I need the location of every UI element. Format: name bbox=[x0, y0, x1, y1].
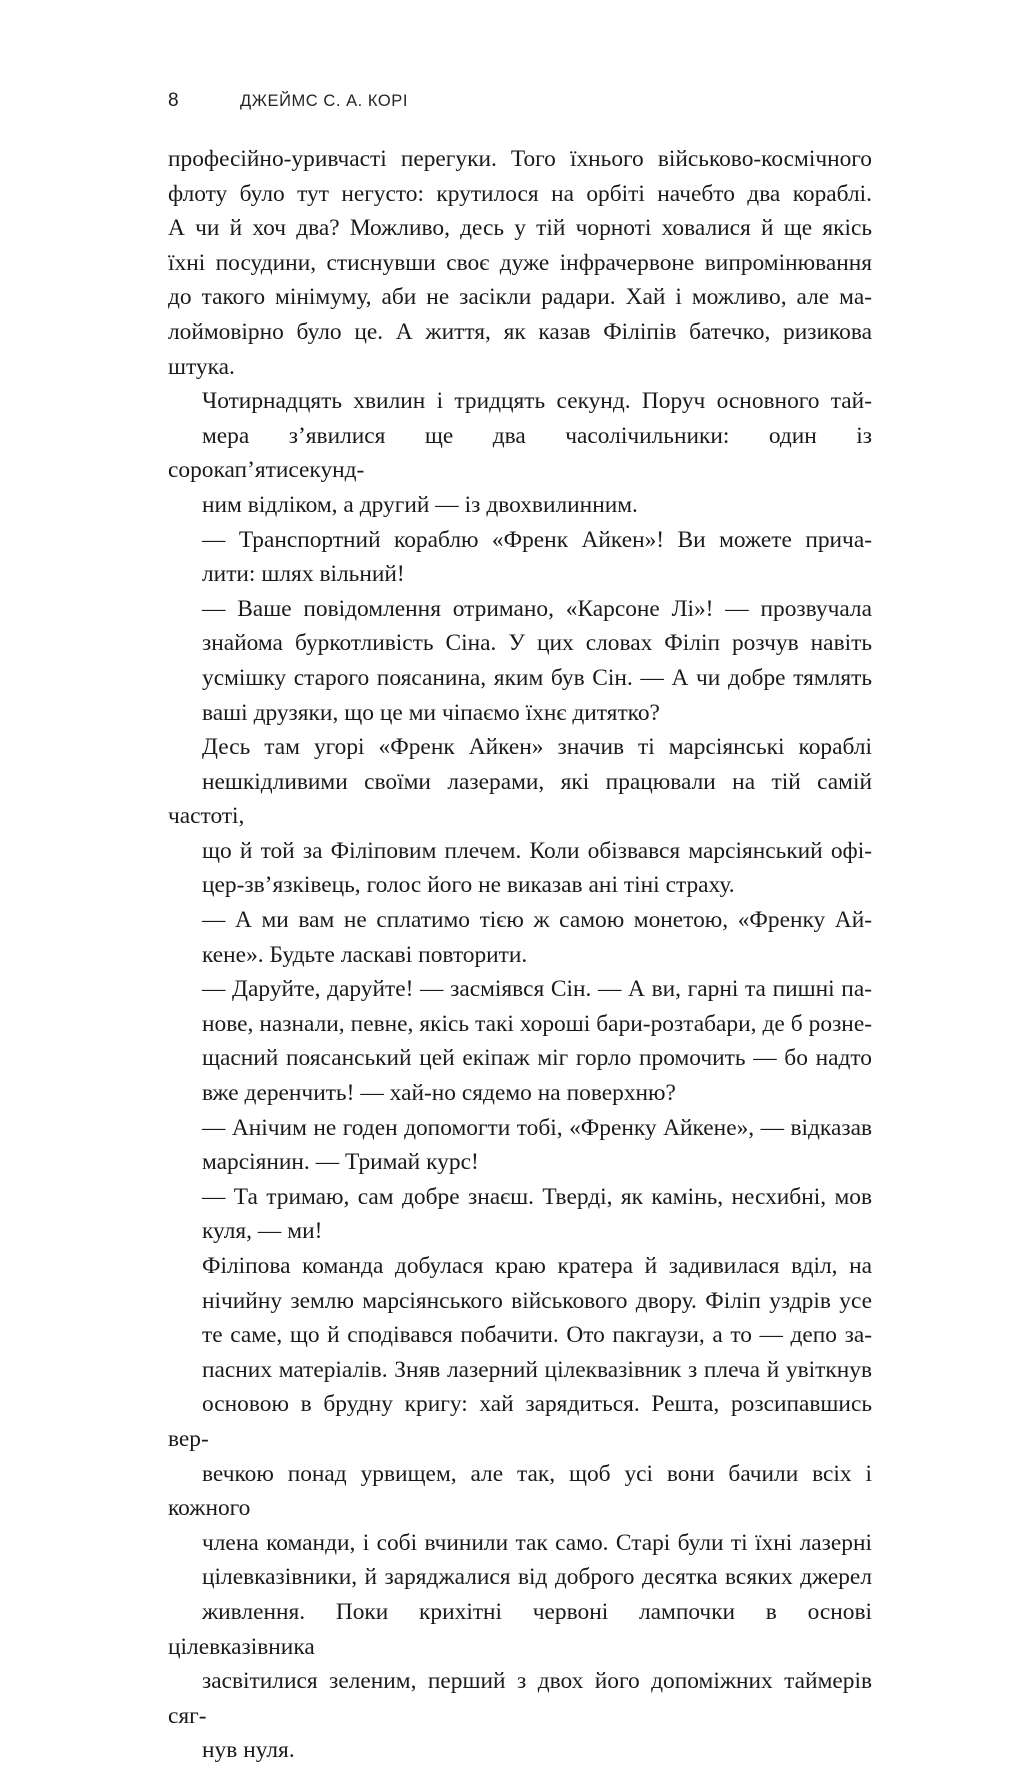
text-line: Філіпова команда добулася краю кратера й задивилася вділ, на bbox=[202, 1253, 872, 1279]
page-number: 8 bbox=[168, 90, 179, 111]
text-line: їхні посудини, стиснувши своє дуже інфрачервоне випромінювання bbox=[168, 249, 872, 276]
text-line: флоту було тут негусто: крутилося на орбіті начебто два кораблі. bbox=[168, 180, 872, 207]
text-line: цілевказівники, й заряджалися від доброго десятка всяких джерел bbox=[202, 1564, 872, 1591]
text-line: — Анічим не годен допомогти тобі, «Френку Айкене», — відказав bbox=[202, 1114, 872, 1141]
text-line: нув нуля. bbox=[202, 1737, 295, 1764]
paragraph bbox=[168, 384, 878, 522]
text-line: пасних матеріалів. Зняв лазерний цілеквазівник з плеча й увіткнув bbox=[202, 1356, 872, 1383]
text-line: знайома буркотливість Сіна. У цих словах Філіп розчув навіть bbox=[202, 630, 872, 657]
text-line: — А ми вам не сплатимо тією ж самою монетою, «Френку Ай- bbox=[202, 907, 872, 934]
paragraph bbox=[168, 1249, 878, 1768]
text-line: штука. bbox=[168, 353, 235, 380]
running-head bbox=[168, 90, 872, 116]
text-line: — Та тримаю, сам добре знаєш. Тверді, як камінь, несхибні, мов bbox=[202, 1183, 872, 1210]
paragraph bbox=[168, 730, 878, 903]
text-line: вечкою понад урвищем, але так, щоб усі вони бачили всіх і кожного bbox=[168, 1460, 878, 1522]
text-line: куля, — ми! bbox=[202, 1218, 323, 1245]
paragraph bbox=[168, 592, 872, 730]
text-line: цер-зв’язківець, голос його не виказав ані тіні страху. bbox=[202, 872, 735, 899]
running-head-title: ДЖЕЙМС С. А. КОРІ bbox=[240, 92, 408, 110]
text-line: марсіянин. — Тримай курс! bbox=[202, 1149, 479, 1176]
text-line: ваші друзяки, що це ми чіпаємо їхнє дитятко? bbox=[202, 699, 660, 726]
text-line: живлення. Поки крихітні червоні лампочки в основі цілевказівника bbox=[168, 1598, 878, 1660]
text-line: Чотирнадцять хвилин і тридцять секунд. Поруч основного тай- bbox=[202, 388, 872, 415]
text-line: А чи й хоч два? Можливо, десь у тій чорноті ховалися й ще якісь bbox=[168, 215, 872, 242]
text-line: усмішку старого поясанина, яким був Сін. — А чи добре тямлять bbox=[202, 664, 872, 691]
text-line: — Транспортний кораблю «Френк Айкен»! Ви можете прича- bbox=[202, 526, 872, 553]
text-line: засвітилися зеленим, перший з двох його допоміжних таймерів сяг- bbox=[168, 1668, 878, 1729]
paragraph bbox=[168, 1111, 872, 1180]
body-text-block bbox=[168, 142, 878, 1768]
text-line: нешкідливими своїми лазерами, які працювали на тій самій частоті, bbox=[168, 768, 878, 830]
text-line: кене». Будьте ласкаві повторити. bbox=[202, 941, 528, 968]
paragraph bbox=[168, 903, 872, 972]
text-line: нічийну землю марсіянського військового двору. Філіп уздрів усе bbox=[202, 1287, 872, 1314]
text-line: вже деренчить! — хай-но сядемо на поверхню? bbox=[202, 1080, 676, 1107]
paragraph bbox=[168, 1180, 872, 1249]
text-line: лити: шлях вільний! bbox=[202, 561, 405, 588]
text-line: члена команди, і собі вчинили так само. Старі були ті їхні лазерні bbox=[202, 1529, 872, 1556]
text-line: те саме, що й сподівався побачити. Ото пакгаузи, а то — депо за- bbox=[202, 1322, 872, 1349]
paragraph bbox=[168, 972, 872, 1110]
text-line: нове, назнали, певне, якісь такі хороші бари-розтабари, де б розне- bbox=[202, 1010, 872, 1037]
text-line: щасний поясанський цей екіпаж міг горло промочить — бо надто bbox=[202, 1045, 872, 1072]
text-line: Десь там угорі «Френк Айкен» значив ті марсіянські кораблі bbox=[202, 734, 872, 761]
text-line: лоймовірно було це. А життя, як казав Філіпів батечко, ризикова bbox=[168, 318, 872, 345]
text-line: основою в брудну кригу: хай зарядиться. Решта, розсипавшись вер- bbox=[168, 1391, 878, 1452]
text-line: що й той за Філіповим плечем. Коли обізвався марсіянський офі- bbox=[202, 837, 872, 864]
text-line: до такого мінімуму, аби не засікли радари. Хай і можливо, але ма- bbox=[168, 284, 872, 311]
text-line: — Даруйте, даруйте! — засміявся Сін. — А ви, гарні та пишні па- bbox=[202, 976, 872, 1003]
text-line: професійно-уривчасті перегуки. Того їхнього військово-космічного bbox=[168, 146, 872, 172]
text-line: мера з’явилися ще два часолічильники: один із сорокап’ятисекунд- bbox=[168, 422, 878, 484]
text-line: ним відліком, а другий — із двохвилинним. bbox=[202, 491, 638, 518]
paragraph bbox=[168, 523, 872, 592]
paragraph bbox=[168, 142, 872, 384]
text-line: — Ваше повідомлення отримано, «Карсоне Лі»! — прозвучала bbox=[202, 595, 872, 622]
